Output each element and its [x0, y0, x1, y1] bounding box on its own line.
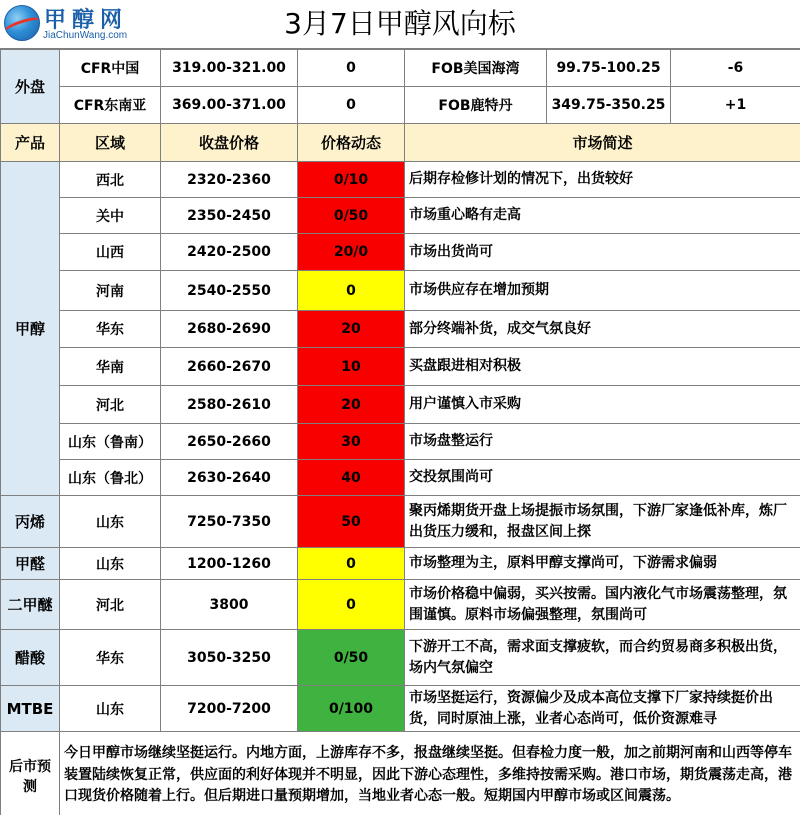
- row-region: 关中: [60, 198, 161, 234]
- row-region: 河北: [60, 386, 161, 424]
- row-region: 西北: [60, 162, 161, 198]
- external-price2: 349.75-350.25: [547, 87, 671, 124]
- row-price: 2680-2690: [161, 311, 298, 348]
- row-dynamic: 10: [298, 348, 405, 386]
- product-label: 醋酸: [1, 630, 60, 686]
- column-price: 收盘价格: [161, 124, 298, 162]
- external-price2: 99.75-100.25: [547, 50, 671, 87]
- external-row: [1, 87, 800, 124]
- row-region: 山东（鲁北）: [60, 460, 161, 496]
- external-region2: FOB美国海湾: [405, 50, 547, 87]
- column-region: 区域: [60, 124, 161, 162]
- row-dynamic: 40: [298, 460, 405, 496]
- external-change2: +1: [671, 87, 800, 124]
- table-row: [1, 271, 800, 311]
- row-region: 山西: [60, 234, 161, 271]
- table-row: [1, 386, 800, 424]
- product-label: 二甲醚: [1, 580, 60, 630]
- forecast-row: [1, 732, 800, 815]
- table-row: [1, 496, 800, 548]
- table-row: [1, 234, 800, 271]
- column-product: 产品: [1, 124, 60, 162]
- row-dynamic: 30: [298, 424, 405, 460]
- table-row: [1, 548, 800, 580]
- external-price: 319.00-321.00: [161, 50, 298, 87]
- forecast-label: 后市预测: [1, 732, 60, 815]
- site-logo[interactable]: [2, 2, 152, 46]
- methanol-indicator-table: [0, 49, 800, 815]
- row-region: 华南: [60, 348, 161, 386]
- row-price: 7200-7200: [161, 686, 298, 732]
- product-label: 甲醛: [1, 548, 60, 580]
- row-region: 山东: [60, 496, 161, 548]
- table-row: [1, 460, 800, 496]
- row-dynamic: 0/50: [298, 198, 405, 234]
- external-region: CFR东南亚: [60, 87, 161, 124]
- row-summary: 市场重心略有走高: [405, 198, 800, 234]
- product-label: MTBE: [1, 686, 60, 732]
- forecast-text: 今日甲醇市场继续坚挺运行。内地方面，上游库存不多，报盘继续坚挺。但春检力度一般，加之前期河南和山西等停车装置陆续恢复正常，供应面的利好体现并不明显，因此下游心态理性，多维持按需采购。港口市场，期货震荡走高，港口现货价格随着上行。但后期进口量预期增加，当地业者心态一般。短期国内甲醇市场或区间震荡。: [60, 732, 800, 815]
- row-summary: 聚丙烯期货开盘上场提振市场氛围，下游厂家逢低补库，炼厂出货压力缓和，报盘区间上探: [405, 496, 800, 548]
- table-row: [1, 348, 800, 386]
- row-region: 山东（鲁南）: [60, 424, 161, 460]
- external-region2: FOB鹿特丹: [405, 87, 547, 124]
- row-summary: 部分终端补货，成交气氛良好: [405, 311, 800, 348]
- methanol-label: 甲醇: [1, 162, 60, 496]
- row-dynamic: 0/100: [298, 686, 405, 732]
- external-row: [1, 50, 800, 87]
- row-summary: 下游开工不高，需求面支撑疲软，而合约贸易商多积极出货，场内气氛偏空: [405, 630, 800, 686]
- external-label: 外盘: [1, 50, 60, 124]
- external-change: 0: [298, 50, 405, 87]
- row-price: 3050-3250: [161, 630, 298, 686]
- row-price: 2540-2550: [161, 271, 298, 311]
- row-price: 2320-2360: [161, 162, 298, 198]
- table-row: [1, 580, 800, 630]
- row-dynamic: 0/50: [298, 630, 405, 686]
- table-row: [1, 198, 800, 234]
- row-summary: 后期存检修计划的情况下，出货较好: [405, 162, 800, 198]
- product-label: 丙烯: [1, 496, 60, 548]
- row-summary: 交投氛围尚可: [405, 460, 800, 496]
- row-summary: 买盘跟进相对积极: [405, 348, 800, 386]
- row-region: 华东: [60, 630, 161, 686]
- table-row: [1, 162, 800, 198]
- table-row: [1, 424, 800, 460]
- header: [0, 0, 800, 49]
- row-summary: 市场坚挺运行，资源偏少及成本高位支撑下厂家持续挺价出货，同时原油上涨，业者心态尚可，低价资源难寻: [405, 686, 800, 732]
- row-region: 河北: [60, 580, 161, 630]
- row-summary: 市场价格稳中偏弱，买兴按需。国内液化气市场震荡整理，氛围谨慎。原料市场偏强整理，氛围尚可: [405, 580, 800, 630]
- row-dynamic: 0: [298, 271, 405, 311]
- row-price: 2580-2610: [161, 386, 298, 424]
- row-price: 2650-2660: [161, 424, 298, 460]
- external-change: 0: [298, 87, 405, 124]
- row-price: 2350-2450: [161, 198, 298, 234]
- row-dynamic: 20/0: [298, 234, 405, 271]
- table-row: [1, 686, 800, 732]
- page-title: 3月7日甲醇风向标: [284, 7, 516, 40]
- row-dynamic: 20: [298, 311, 405, 348]
- row-summary: 市场供应存在增加预期: [405, 271, 800, 311]
- row-region: 华东: [60, 311, 161, 348]
- row-summary: 市场出货尚可: [405, 234, 800, 271]
- globe-icon: [4, 5, 40, 41]
- logo-chinese-text: 甲醇网: [44, 8, 129, 33]
- table-row: [1, 630, 800, 686]
- external-change2: -6: [671, 50, 800, 87]
- row-summary: 市场整理为主，原料甲醇支撑尚可，下游需求偏弱: [405, 548, 800, 580]
- row-dynamic: 0: [298, 548, 405, 580]
- row-price: 2630-2640: [161, 460, 298, 496]
- row-dynamic: 50: [298, 496, 405, 548]
- row-region: 山东: [60, 686, 161, 732]
- column-dynamic: 价格动态: [298, 124, 405, 162]
- row-price: 3800: [161, 580, 298, 630]
- row-dynamic: 20: [298, 386, 405, 424]
- row-dynamic: 0: [298, 580, 405, 630]
- row-price: 1200-1260: [161, 548, 298, 580]
- row-price: 7250-7350: [161, 496, 298, 548]
- row-price: 2660-2670: [161, 348, 298, 386]
- row-dynamic: 0/10: [298, 162, 405, 198]
- column-summary: 市场简述: [405, 124, 800, 162]
- row-summary: 市场盘整运行: [405, 424, 800, 460]
- row-region: 河南: [60, 271, 161, 311]
- external-region: CFR中国: [60, 50, 161, 87]
- column-header-row: [1, 124, 800, 162]
- row-price: 2420-2500: [161, 234, 298, 271]
- row-summary: 用户谨慎入市采购: [405, 386, 800, 424]
- logo-english-text: JiaChunWang.com: [43, 30, 128, 41]
- external-price: 369.00-371.00: [161, 87, 298, 124]
- row-region: 山东: [60, 548, 161, 580]
- table-row: [1, 311, 800, 348]
